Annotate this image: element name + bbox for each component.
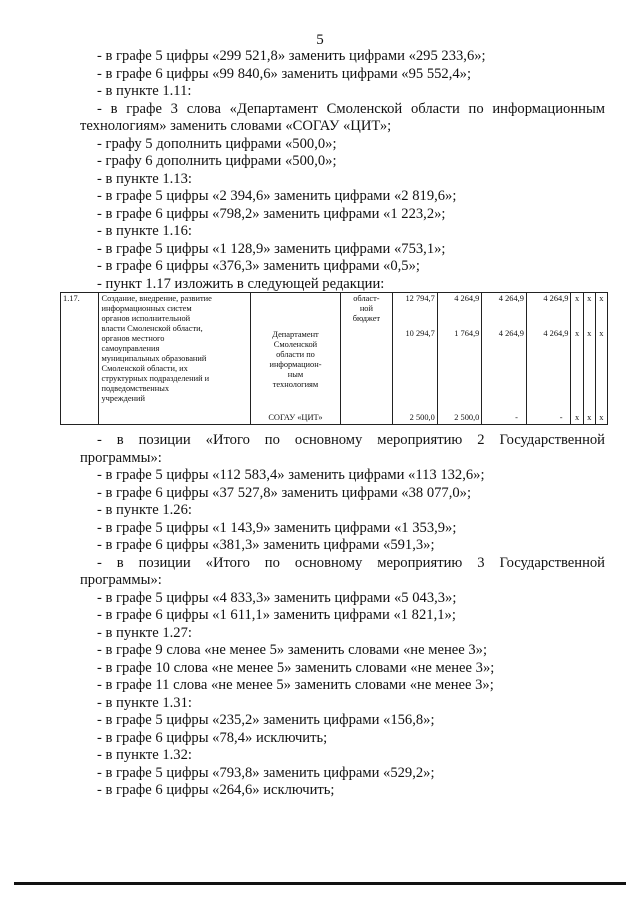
instruction-line: - в графе 6 цифры «37 527,8» заменить цифрами «38 077,0»; (97, 484, 472, 501)
measure-name-line: самоуправления (101, 344, 160, 353)
executor-line: Смоленской (273, 340, 318, 349)
instruction-line: - в позиции «Итого по основному мероприятию 3 Государственной (97, 554, 605, 571)
measure-name-line: структурных подразделений и (101, 374, 210, 383)
x-mark: x (599, 413, 604, 422)
instruction-line: - в пункте 1.27: (97, 624, 192, 641)
table-col11 (595, 293, 607, 425)
instruction-line: - в пункте 1.31: (97, 694, 192, 711)
instruction-line: - в графе 6 цифры «381,3» заменить цифрами «591,3»; (97, 537, 435, 553)
measure-name-line: Создание, внедрение, развитие (101, 294, 212, 303)
measure-name-line: учреждений (101, 394, 145, 403)
funding-source-line: ной (359, 304, 373, 313)
page-number: 5 (316, 32, 324, 48)
instruction-line: - пункт 1.17 изложить в следующей редакции: (97, 275, 385, 292)
instruction-line: - в графе 11 слова «не менее 5» заменить словами «не менее 3»; (97, 677, 494, 693)
x-mark: x (574, 329, 580, 338)
table-executor (251, 293, 340, 425)
x-mark: x (574, 294, 580, 303)
table-amount-col7 (482, 293, 527, 425)
table-col9 (571, 293, 583, 425)
executor-line: Департамент (272, 330, 319, 339)
x-mark: x (574, 413, 580, 422)
amount-row1: 4 264,9 (498, 294, 524, 303)
amount-row1: 12 794,7 (405, 294, 435, 303)
table-amount-col6 (437, 293, 482, 425)
table-item-number: 1.17. (61, 293, 99, 425)
instruction-line: - в позиции «Итого по основному мероприятию 2 Государственной (97, 432, 605, 448)
instruction-line: - в графе 3 слова «Департамент Смоленской области по информационным (97, 100, 605, 117)
instruction-line: - в пункте 1.13: (97, 170, 192, 187)
funding-source-line: област- (353, 294, 380, 303)
executor-line: области по (276, 350, 315, 359)
instruction-line: - в графе 6 цифры «78,4» исключить; (97, 729, 328, 746)
instruction-line: - в пункте 1.16: (97, 223, 192, 239)
x-mark: x (587, 294, 592, 303)
instruction-line: - в графе 10 слова «не менее 5» заменить словами «не менее 3»; (97, 659, 495, 676)
table-measure-name (99, 293, 251, 425)
amount-row3: 2 500,0 (409, 413, 435, 422)
instruction-line: - в графе 5 цифры «1 143,9» заменить цифрами «1 353,9»; (97, 519, 457, 536)
instruction-line: - графу 6 дополнить цифрами «500,0»; (97, 153, 337, 169)
table-amount-col8 (526, 293, 571, 425)
instruction-line: программы»: (80, 449, 162, 466)
instruction-line: - в графе 6 цифры «376,3» заменить цифрами «0,5»; (97, 258, 420, 274)
instructions-top (80, 48, 605, 293)
instruction-line: - графу 5 дополнить цифрами «500,0»; (97, 135, 337, 152)
amount-row2: 4 264,9 (498, 329, 524, 338)
amount-row2: 1 764,9 (454, 329, 480, 338)
instruction-line: - в графе 5 цифры «299 521,8» заменить цифрами «295 233,6»; (97, 48, 486, 64)
measure-name-line: информационных систем (101, 304, 192, 313)
executor-secondary: СОГАУ «ЦИТ» (268, 413, 323, 422)
measure-name-line: органов исполнительной (101, 314, 191, 323)
instruction-line: - в графе 6 цифры «99 840,6» заменить цифрами «95 552,4»; (97, 65, 472, 82)
executor-line: технологиям (272, 380, 319, 389)
table-col10 (583, 293, 595, 425)
instruction-line: технологиям» заменить словами «СОГАУ «ЦИТ»; (80, 118, 392, 134)
measure-name-line: власти Смоленской области, (101, 324, 203, 333)
executor-line: ным (287, 370, 304, 379)
measure-name-line: подведомственных (101, 384, 170, 393)
amount-row3: - (515, 413, 518, 422)
measure-name-line: муниципальных образований (101, 354, 207, 363)
instruction-line: - в графе 5 цифры «112 583,4» заменить цифрами «113 132,6»; (97, 467, 485, 483)
amount-row3: 2 500,0 (454, 413, 480, 422)
page-bottom-rule (14, 882, 626, 885)
instruction-line: - в пункте 1.26: (97, 502, 192, 518)
amount-row2: 10 294,7 (405, 329, 435, 338)
amount-row2: 4 264,9 (543, 329, 569, 338)
x-mark: x (587, 413, 592, 422)
executor-line: информацион- (269, 360, 322, 369)
x-mark: x (599, 294, 604, 303)
instruction-line: - в графе 5 цифры «1 128,9» заменить цифрами «753,1»; (97, 240, 446, 257)
measure-name-line: органов местного (101, 334, 165, 343)
table-funding-source (340, 293, 393, 425)
instructions-bottom (80, 432, 605, 800)
measure-name-line: Смоленской области, их (101, 364, 188, 373)
instruction-line: - в графе 5 цифры «4 833,3» заменить цифрами «5 043,3»; (97, 589, 457, 606)
instruction-line: - в графе 5 цифры «2 394,6» заменить цифрами «2 819,6»; (97, 188, 457, 204)
amount-row3: - (559, 413, 563, 422)
instruction-line: - в графе 5 цифры «793,8» заменить цифрами «529,2»; (97, 764, 435, 781)
x-mark: x (599, 329, 604, 338)
instruction-line: - в графе 6 цифры «1 611,1» заменить цифрами «1 821,1»; (97, 607, 456, 623)
instruction-line: - в пункте 1.11: (97, 83, 192, 99)
x-mark: x (587, 329, 592, 338)
instruction-line: - в пункте 1.32: (97, 747, 192, 763)
funding-source-line: бюджет (352, 314, 381, 323)
instruction-line: - в графе 5 цифры «235,2» заменить цифрами «156,8»; (97, 712, 435, 728)
amount-row1: 4 264,9 (454, 294, 480, 303)
instruction-line: программы»: (80, 572, 162, 588)
amount-row1: 4 264,9 (543, 294, 569, 303)
instruction-line: - в графе 6 цифры «264,6» исключить; (97, 782, 335, 798)
instruction-line: - в графе 6 цифры «798,2» заменить цифрами «1 223,2»; (97, 205, 446, 222)
amendment-table (60, 292, 608, 425)
instruction-line: - в графе 9 слова «не менее 5» заменить словами «не менее 3»; (97, 642, 488, 658)
table-amount-col5 (393, 293, 438, 425)
